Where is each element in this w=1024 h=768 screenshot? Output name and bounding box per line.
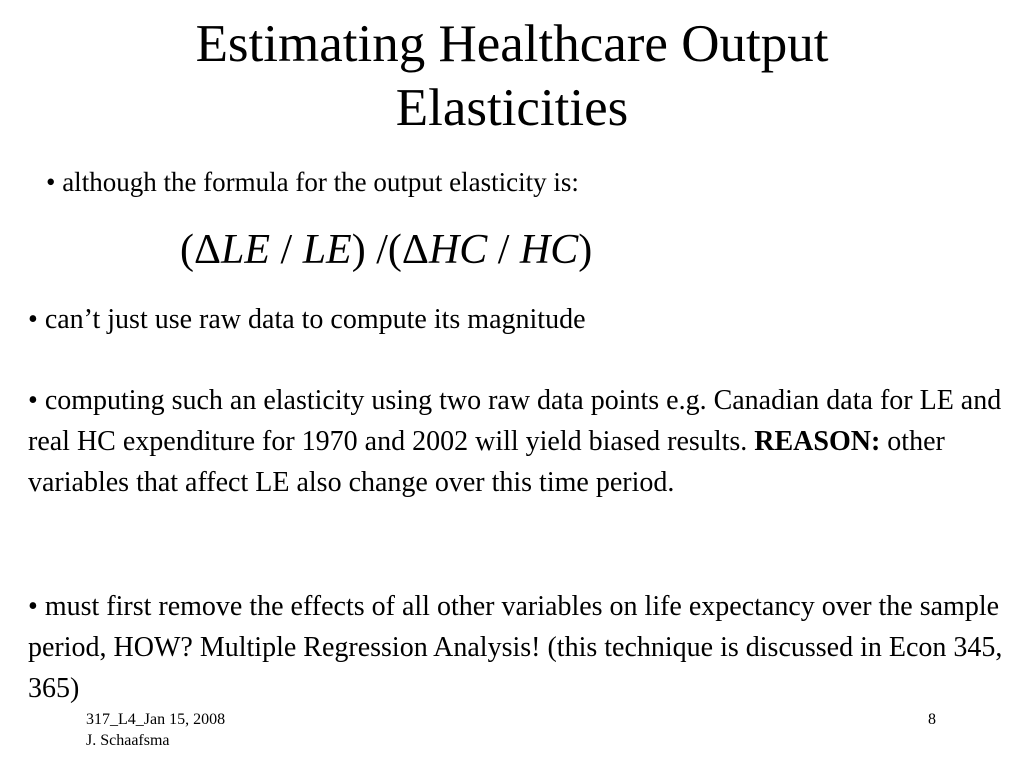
bullet-raw-data — [28, 299, 1008, 340]
formula-delta: Δ — [194, 227, 222, 273]
formula-paren-close: ) — [578, 227, 593, 273]
reason-label: REASON: — [754, 426, 881, 457]
formula-divide: /( — [365, 227, 402, 273]
bullet-text: computing such an elasticity using two raw data points e.g. Canadian data for LE and real HC expenditure for 1970 and 2002 will yield biased results. — [28, 385, 1002, 457]
formula-var-hc: HC — [519, 227, 579, 273]
formula-var-hc: HC — [428, 227, 488, 273]
bullet-marker: • — [28, 304, 38, 335]
formula-paren-open: ( — [180, 227, 194, 273]
slide-title — [0, 12, 1024, 140]
formula-slash: / — [270, 227, 303, 273]
formula-var-le: LE — [302, 227, 352, 273]
elasticity-formula — [180, 222, 592, 278]
slide-footer — [86, 709, 225, 751]
slide-title-line2: Elasticities — [395, 79, 629, 137]
bullet-marker: • — [46, 167, 56, 197]
bullet-marker: • — [28, 385, 38, 416]
formula-paren-close: ) — [351, 227, 366, 273]
formula-var-le: LE — [221, 227, 271, 273]
bullet-regression — [28, 586, 1008, 709]
formula-delta: Δ — [401, 227, 429, 273]
footer-slide-id: 317_L4_Jan 15, 2008 — [86, 711, 226, 728]
page-number: 8 — [928, 711, 936, 728]
bullet-biased-results — [28, 380, 1008, 503]
intro-bullet — [46, 166, 579, 198]
slide-title-line1: Estimating Healthcare Output — [195, 15, 829, 73]
bullet-text-continued: other variables that affect LE also change over this time period. — [28, 426, 945, 498]
formula-slash: / — [487, 227, 520, 273]
bullet-text: must first remove the effects of all other variables on life expectancy over the sample period, HOW? Multiple Regression Analysis! (this technique is discussed in Econ 345, 365) — [28, 591, 1003, 704]
intro-text: although the formula for the output elasticity is: — [62, 167, 579, 197]
bullet-text: can’t just use raw data to compute its magnitude — [44, 304, 586, 335]
footer-author: J. Schaafsma — [86, 732, 170, 749]
bullet-marker: • — [28, 591, 38, 622]
